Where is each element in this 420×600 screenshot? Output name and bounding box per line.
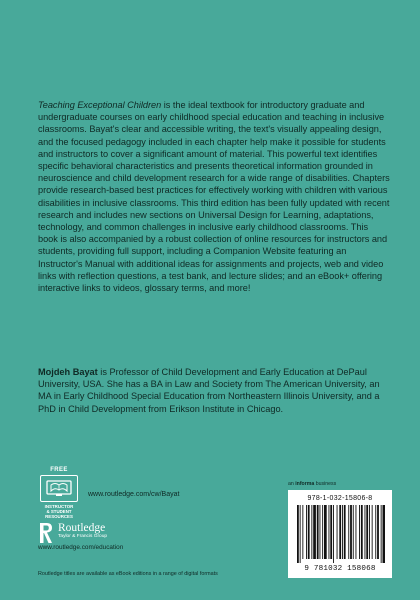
barcode-bar bbox=[324, 505, 327, 559]
companion-website-link[interactable]: www.routledge.com/cw/Bayat bbox=[88, 491, 180, 498]
badge-caption-line2: & STUDENT bbox=[46, 509, 72, 514]
informa-brand: informa bbox=[295, 481, 315, 487]
barcode-bar bbox=[311, 505, 312, 559]
barcode-bar bbox=[339, 505, 341, 559]
barcode-bar bbox=[353, 505, 354, 559]
barcode-bar bbox=[333, 505, 334, 563]
barcode-bar bbox=[313, 505, 316, 559]
routledge-r-logo bbox=[38, 522, 54, 544]
book-title-italic: Teaching Exceptional Children bbox=[38, 100, 162, 110]
free-resources-badge bbox=[38, 467, 80, 519]
barcode-bar bbox=[375, 505, 376, 559]
barcode-bar bbox=[330, 505, 332, 559]
barcode-bar bbox=[365, 505, 366, 559]
barcode-bar bbox=[300, 505, 301, 563]
barcode-bar bbox=[348, 505, 349, 559]
barcode-bar bbox=[317, 505, 319, 559]
barcode-bar bbox=[350, 505, 352, 559]
author-name: Mojdeh Bayat bbox=[38, 367, 98, 377]
informa-business-label bbox=[288, 481, 336, 487]
barcode-bar bbox=[372, 505, 373, 559]
informa-prefix: an bbox=[288, 481, 296, 487]
barcode-bar bbox=[337, 505, 338, 559]
barcode-bar bbox=[361, 505, 363, 559]
publisher-name: Routledge bbox=[58, 522, 106, 534]
publisher-website-link[interactable]: www.routledge.com/education bbox=[38, 544, 124, 551]
barcode-digits: 9 781032 158068 bbox=[304, 565, 376, 573]
author-bio bbox=[38, 366, 390, 415]
ebook-availability-note: Routledge titles are available as eBook editions in a range of digital formats bbox=[38, 571, 218, 577]
author-bio-text: is Professor of Child Development and Early Education at DePaul University, USA. She has a BA in Law and Society from The American University, an MA in Early Childhood Special Education from Northeastern Illinois University, and a PhD in Child Development from Erikson Institute in Chicago. bbox=[38, 367, 380, 414]
free-label: FREE bbox=[50, 467, 68, 473]
open-book-monitor-icon bbox=[40, 475, 78, 502]
barcode-bar bbox=[322, 505, 323, 559]
informa-suffix: business bbox=[314, 481, 337, 487]
barcode-bar bbox=[366, 505, 368, 559]
book-description bbox=[38, 99, 390, 294]
barcode-bar bbox=[383, 505, 386, 563]
barcode-bar bbox=[308, 505, 310, 559]
isbn-barcode bbox=[288, 490, 392, 578]
isbn-number: 978-1-032-15806-8 bbox=[307, 495, 373, 502]
barcode-bars bbox=[295, 505, 385, 565]
barcode-bar bbox=[302, 505, 303, 559]
badge-caption-line1: INSTRUCTOR bbox=[44, 504, 74, 509]
barcode-bar bbox=[381, 505, 382, 563]
barcode-bar bbox=[377, 505, 379, 559]
badge-caption-line3: RESOURCES bbox=[45, 514, 73, 519]
barcode-bar bbox=[320, 505, 321, 559]
routledge-logo bbox=[38, 522, 107, 544]
barcode-bar bbox=[306, 505, 307, 559]
barcode-bar bbox=[342, 505, 343, 559]
barcode-bar bbox=[297, 505, 299, 563]
barcode-bar bbox=[359, 505, 360, 559]
barcode-bar bbox=[356, 505, 357, 559]
barcode-bar bbox=[344, 505, 346, 559]
publisher-group: Taylor & Francis Group bbox=[58, 534, 108, 539]
description-text: is the ideal textbook for introductory graduate and undergraduate courses on early childhood special education and teaching in inclusive classrooms. Bayat's clear and accessible writing, the text's visually appealing design, and the focused pedagogy included in each chapter help make it possible for students and instructors to cover a significant amount of material. This powerful text identifies specific behavioral characteristics and presents theoretical information grounded in neuroscience and child development research for a wide range of disabilities. Chapters provide research-based best practices for effectively working with children with various disabilities in inclusive classrooms. This third edition has been fully updated with recent research and includes new sections on Universal Design for Learning, adaptations, technology, and common challenges in inclusive early childhood classrooms. This book is also accompanied by a robust collection of online resources for instructors and students, providing full support, including a Companion Website featuring an Instructor's Manual with additional ideas for assignments and projects, web and video links with reflection questions, a test bank, and lecture slides; and an eBook+ offering interactive links to videos, glossary terms, and more! bbox=[38, 100, 390, 294]
barcode-bar bbox=[329, 505, 330, 559]
barcode-bar bbox=[369, 505, 370, 559]
